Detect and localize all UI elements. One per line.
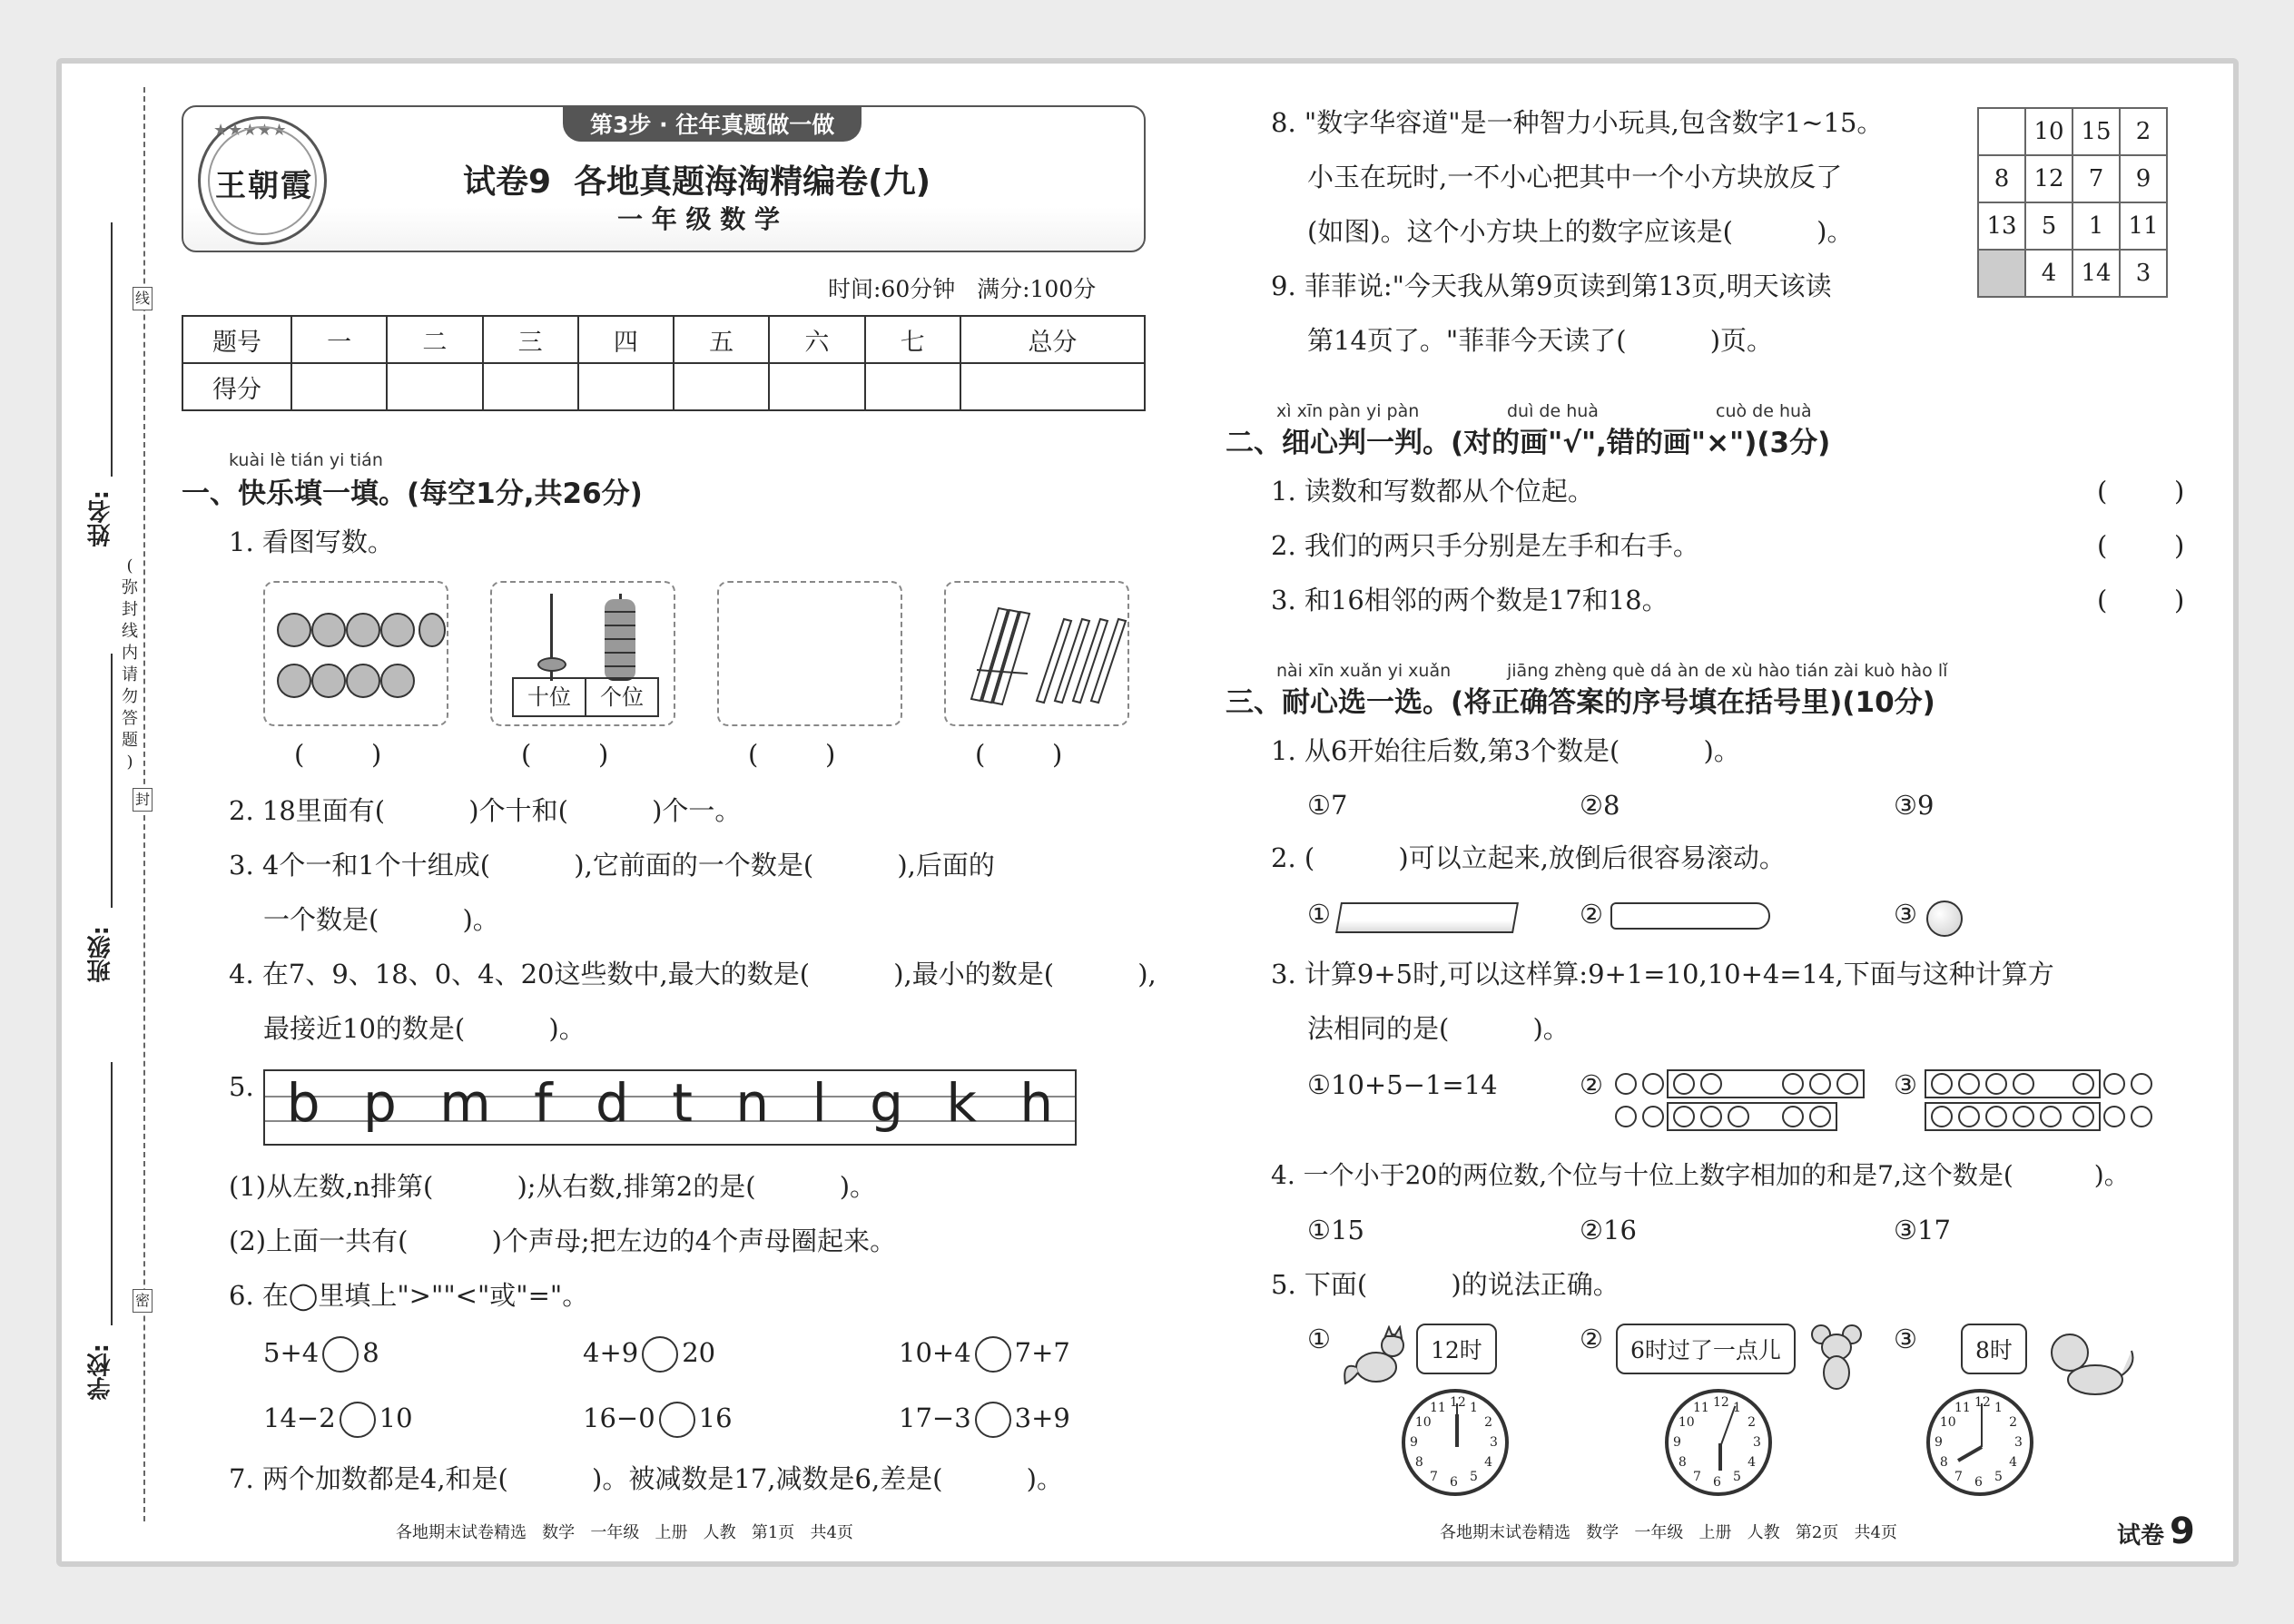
pinyin-letter[interactable]: m <box>439 1072 491 1134</box>
q1-blank-1[interactable]: ( ) <box>294 739 382 770</box>
clock-number: 10 <box>1939 1415 1956 1430</box>
right-footer: 各地期末试卷精选 数学 一年级 上册 人教 第2页 共4页 <box>1440 1523 1897 1542</box>
sec3-pinyin-2: jiāng zhèng què dá àn de xù hào tián zài kuò hào lǐ <box>1507 661 1948 681</box>
clock-number: 8 <box>1678 1455 1687 1470</box>
clock-number: 6 <box>1713 1475 1721 1490</box>
sec1-title: 一、快乐填一填。(每空1分,共26分) <box>182 477 643 510</box>
clock-number: 12 <box>1974 1395 1991 1410</box>
sec2-pinyin-1: xì xīn pàn yi pàn <box>1276 401 1420 421</box>
s3q1-text: 1. 从6开始往后数,第3个数是( )。 <box>1271 735 1740 766</box>
pinyin-letter[interactable]: l <box>812 1072 827 1134</box>
s3q3-line2: 法相同的是( )。 <box>1307 1013 1570 1044</box>
pinyin-letter[interactable]: b <box>286 1072 320 1134</box>
score-cell[interactable] <box>387 363 482 410</box>
score-value-row: 得分 <box>182 363 1145 410</box>
clock-number: 11 <box>1693 1400 1709 1415</box>
sec2-blank-3[interactable]: ( ) <box>2097 585 2185 615</box>
q5-letter-grid <box>263 1069 1077 1146</box>
s3q4-opt-3[interactable]: ③17 <box>1894 1215 1951 1245</box>
q1-picture-empty <box>717 581 902 726</box>
school-label: 学校: <box>87 1343 114 1401</box>
clock-number: 10 <box>1678 1415 1695 1430</box>
s3q2-opt-3[interactable]: ③ <box>1894 899 1917 930</box>
exam-subtitle: 一 年 级 数 学 <box>617 204 780 234</box>
circle-dots-option-3 <box>1925 1069 2188 1131</box>
clock-minute-hand <box>1981 1403 1983 1447</box>
name-label: 姓名: <box>87 490 114 547</box>
compare-circle[interactable] <box>975 1336 1011 1373</box>
sec2-blank-1[interactable]: ( ) <box>2097 476 2185 507</box>
q5-sub2: (2)上面一共有( )个声母;把左边的4个声母圈起来。 <box>229 1225 897 1256</box>
clock-number: 9 <box>1935 1435 1943 1450</box>
pinyin-letter[interactable]: h <box>1019 1072 1054 1134</box>
speech-bubble-2: 6时过了一点儿 <box>1616 1324 1796 1374</box>
clock-number: 7 <box>1693 1470 1701 1485</box>
clock-number: 4 <box>1484 1455 1493 1470</box>
pinyin-letter[interactable]: p <box>362 1072 397 1134</box>
time-info: 时间:60分钟 满分:100分 <box>828 276 1097 302</box>
s3q5-opt-2[interactable]: ② <box>1580 1324 1603 1354</box>
q7-text: 7. 两个加数都是4,和是( )。被减数是17,减数是6,差是( )。 <box>229 1463 1063 1494</box>
pinyin-letter[interactable]: f <box>534 1072 553 1134</box>
score-header-row: 题号 一 二 三 四 五 六 七 总分 <box>182 316 1145 363</box>
school-underline <box>111 1062 113 1325</box>
compare-circle[interactable] <box>340 1402 376 1438</box>
q5-letters <box>265 1071 1075 1147</box>
abacus-label-ones: 个位 <box>600 684 644 710</box>
q5-number: 5. <box>229 1071 254 1102</box>
q6-text: 6. 在◯里填上">""<"或"="。 <box>229 1280 589 1311</box>
q1-text: 1. 看图写数。 <box>229 527 394 557</box>
score-cell[interactable] <box>865 363 960 410</box>
q1-blank-3[interactable]: ( ) <box>748 739 836 770</box>
sec2-item-3: 3. 和16相邻的两个数是17和18。 <box>1271 585 1669 615</box>
q6-item-2: 4+9 20 <box>583 1336 715 1373</box>
q9-line1: 9. 菲菲说:"今天我从第9页读到第13页,明天该读 <box>1271 271 1832 301</box>
eggplant-icons <box>265 583 447 724</box>
q8-line2: 小玉在玩时,一不小心把其中一个小方块放反了 <box>1307 162 1843 192</box>
circle-dots-option-2 <box>1612 1069 1866 1131</box>
name-underline <box>111 222 113 477</box>
q1-picture-abacus <box>490 581 675 726</box>
brand-logo <box>198 116 327 245</box>
clock-number: 9 <box>1410 1435 1418 1450</box>
s3q4-opt-2[interactable]: ②16 <box>1580 1215 1637 1245</box>
sec3-title: 三、耐心选一选。(将正确答案的序号填在括号里)(10分) <box>1226 686 1935 719</box>
clock-1 <box>1402 1389 1509 1496</box>
cuboid-shape <box>1335 902 1519 933</box>
abacus-base <box>512 677 659 717</box>
mi-char: 密 <box>133 1289 153 1313</box>
clock-number: 12 <box>1713 1395 1729 1410</box>
clock-minute-hand <box>1456 1403 1458 1447</box>
compare-circle[interactable] <box>642 1336 678 1373</box>
pinyin-letter[interactable]: d <box>595 1072 629 1134</box>
logo-stars: ★★★★★ <box>213 121 287 140</box>
s3q3-line1: 3. 计算9+5时,可以这样算:9+1=10,10+4=14,下面与这种计算方 <box>1271 959 2054 989</box>
clock-number: 5 <box>1733 1470 1741 1485</box>
abacus-label-tens: 十位 <box>514 679 586 715</box>
clock-number: 4 <box>2009 1455 2018 1470</box>
clock-number: 2 <box>1484 1415 1493 1430</box>
clock-number: 3 <box>1490 1435 1498 1450</box>
s3q5-text: 5. 下面( )的说法正确。 <box>1271 1269 1620 1300</box>
sec2-item-2: 2. 我们的两只手分别是左手和右手。 <box>1271 530 1699 561</box>
clock-number: 3 <box>1753 1435 1761 1450</box>
badge-number: 9 <box>2170 1511 2195 1552</box>
sec2-pinyin-2: duì de huà <box>1507 401 1599 421</box>
q6-item-4: 14−2 10 <box>263 1402 413 1438</box>
logo-ring <box>208 126 317 235</box>
q6-item-1: 5+4 8 <box>263 1336 379 1373</box>
left-footer: 各地期末试卷精选 数学 一年级 上册 人教 第1页 共4页 <box>396 1523 853 1542</box>
speech-bubble-3: 8时 <box>1961 1324 2027 1374</box>
clock-number: 3 <box>2014 1435 2023 1450</box>
q1-picture-sticks <box>944 581 1129 726</box>
s3q2-opt-1[interactable]: ① <box>1307 899 1331 930</box>
mouse-icon <box>1807 1320 1870 1393</box>
empty-slot <box>1978 250 2025 297</box>
clock-number: 8 <box>1939 1455 1948 1470</box>
q1-blank-4[interactable]: ( ) <box>975 739 1063 770</box>
logo-text: 王朝霞 <box>215 168 313 204</box>
score-cell[interactable] <box>291 363 387 410</box>
sec2-title: 二、细心判一判。(对的画"√",错的画"×")(3分) <box>1226 427 1831 459</box>
pinyin-letter[interactable]: t <box>672 1072 693 1134</box>
clock-number: 6 <box>1450 1475 1458 1490</box>
q6-item-6: 17−3 3+9 <box>899 1402 1070 1438</box>
q2-text: 2. 18里面有( )个十和( )个一。 <box>229 795 742 826</box>
clock-number: 12 <box>1450 1395 1466 1410</box>
fox-icon <box>1340 1325 1413 1393</box>
clock-2 <box>1665 1389 1772 1496</box>
clock-number: 7 <box>1430 1470 1438 1485</box>
q1-blank-2[interactable]: ( ) <box>521 739 609 770</box>
clock-number: 8 <box>1414 1455 1423 1470</box>
s3q4-opt-1[interactable]: ①15 <box>1307 1215 1364 1245</box>
clock-number: 11 <box>1430 1400 1446 1415</box>
clock-number: 2 <box>2009 1415 2018 1430</box>
s3q1-opt-1[interactable]: ①7 <box>1307 790 1348 821</box>
q4-line2: 最接近10的数是( )。 <box>263 1013 586 1044</box>
sec3-pinyin-1: nài xīn xuǎn yi xuǎn <box>1276 661 1452 681</box>
class-label: 班级: <box>87 926 114 983</box>
abacus-bead <box>537 657 566 672</box>
q4-line1: 4. 在7、9、18、0、4、20这些数中,最大的数是( ),最小的数是( ), <box>229 959 1157 989</box>
s3q2-opt-2[interactable]: ② <box>1580 899 1603 930</box>
badge-label: 试卷 <box>2117 1522 2165 1550</box>
score-cell[interactable] <box>960 363 1145 410</box>
clock-number: 9 <box>1673 1435 1681 1450</box>
binding-note: ( 弥 封 线 内 请 勿 答 题 ) <box>122 556 138 772</box>
clock-number: 1 <box>1994 1400 2003 1415</box>
sec2-blank-2[interactable]: ( ) <box>2097 530 2185 561</box>
clock-3 <box>1926 1389 2033 1496</box>
clock-number: 1 <box>1470 1400 1478 1415</box>
q9-line2: 第14页了。"菲菲今天读了( )页。 <box>1307 325 1774 356</box>
exam-badge <box>2117 1511 2195 1552</box>
sec1-pinyin: kuài lè tián yi tián <box>229 450 383 470</box>
s3q5-opt-1[interactable]: ① <box>1307 1324 1331 1354</box>
q8-line1: 8. "数字华容道"是一种智力小玩具,包含数字1~15。 <box>1271 107 1884 138</box>
s3q5-opt-3[interactable]: ③ <box>1894 1324 1917 1354</box>
sphere-shape <box>1926 901 1963 937</box>
cylinder-shape <box>1610 902 1770 930</box>
speech-bubble-1: 12时 <box>1416 1324 1497 1374</box>
s3q1-opt-2[interactable]: ②8 <box>1580 790 1620 821</box>
score-cell[interactable] <box>674 363 769 410</box>
compare-circle[interactable] <box>659 1402 695 1438</box>
q6-item-3: 10+4 7+7 <box>899 1336 1070 1373</box>
pinyin-letter[interactable]: k <box>946 1072 977 1134</box>
s3q1-opt-3[interactable]: ③9 <box>1894 790 1935 821</box>
tiger-icon <box>2041 1329 2141 1402</box>
sliding-puzzle-grid: 10 15 2 8 12 7 9 13 5 1 11 4 14 3 <box>1977 107 2168 298</box>
s3q4-text: 4. 一个小于20的两位数,个位与十位上数字相加的和是7,这个数是( )。 <box>1271 1160 2130 1190</box>
clock-number: 1 <box>1733 1400 1741 1415</box>
clock-number: 11 <box>1954 1400 1971 1415</box>
sec2-pinyin-3: cuò de huà <box>1716 401 1812 421</box>
step-tab: 第3步 · 往年真题做一做 <box>563 105 861 142</box>
s3q3-opt-2[interactable]: ② <box>1580 1069 1603 1100</box>
s3q3-opt-1[interactable]: ①10+5−1=14 <box>1307 1069 1498 1100</box>
clock-number: 2 <box>1748 1415 1757 1430</box>
clock-number: 4 <box>1748 1455 1757 1470</box>
score-cell[interactable] <box>578 363 674 410</box>
sec2-item-1: 1. 读数和写数都从个位起。 <box>1271 476 1594 507</box>
pinyin-letter[interactable]: n <box>735 1072 770 1134</box>
q5-sub1: (1)从左数,n排第( );从右数,排第2的是( )。 <box>229 1171 877 1202</box>
clock-hour-hand <box>1718 1443 1722 1471</box>
clock-number: 7 <box>1954 1470 1963 1485</box>
abacus-beads-ones <box>605 599 635 681</box>
score-cell[interactable] <box>483 363 578 410</box>
q3-line2: 一个数是( )。 <box>263 904 499 935</box>
q6-item-5: 16−0 16 <box>583 1402 733 1438</box>
q1-picture-eggplants <box>263 581 448 726</box>
clock-number: 10 <box>1414 1415 1432 1430</box>
s3q2-text: 2. ( )可以立起来,放倒后很容易滚动。 <box>1271 842 1786 873</box>
feng-char: 封 <box>133 788 153 812</box>
clock-number: 5 <box>1470 1470 1478 1485</box>
stick-bundle-icon <box>946 583 1127 724</box>
score-cell[interactable] <box>769 363 864 410</box>
class-underline <box>111 654 113 908</box>
score-table <box>182 315 1146 411</box>
clock-hour-hand <box>1957 1445 1983 1462</box>
compare-circle[interactable] <box>322 1336 359 1373</box>
clock-number: 5 <box>1994 1470 2003 1485</box>
pinyin-letter[interactable]: g <box>870 1072 903 1134</box>
s3q3-opt-3[interactable]: ③ <box>1894 1069 1917 1100</box>
clock-number: 6 <box>1974 1475 1983 1490</box>
compare-circle[interactable] <box>975 1402 1011 1438</box>
exam-title: 试卷9 各地真题海淘精编卷(九) <box>463 163 931 201</box>
xian-char: 线 <box>133 287 153 310</box>
q8-line3: (如图)。这个小方块上的数字应该是( )。 <box>1307 216 1854 247</box>
q3-line1: 3. 4个一和1个十组成( ),它前面的一个数是( ),后面的 <box>229 850 995 881</box>
